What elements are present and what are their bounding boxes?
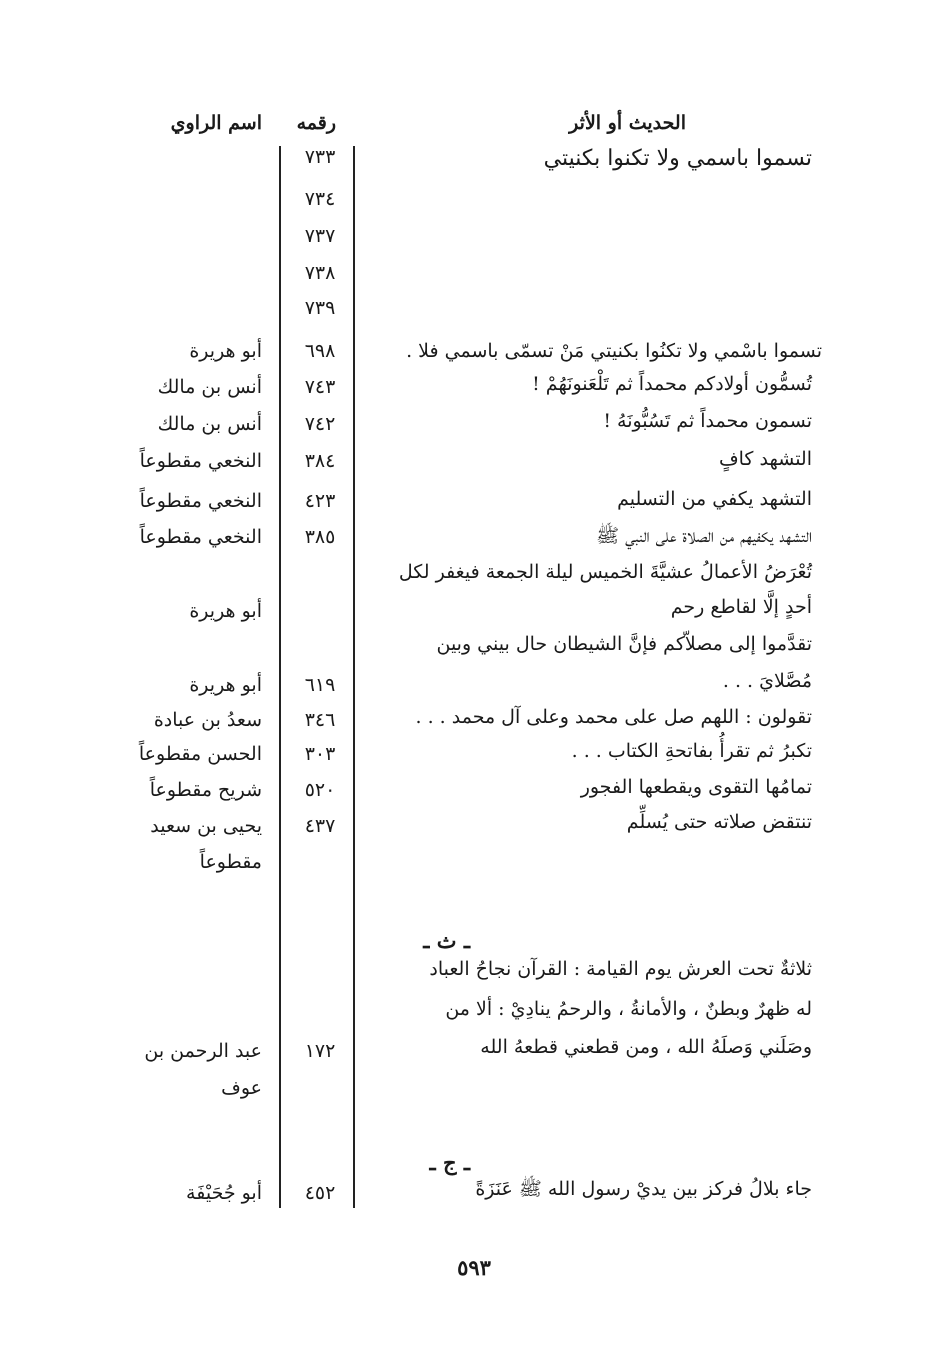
section-letter: ـ ث ـ [423,928,470,953]
narrator-name: عبد الرحمن بن [144,1040,262,1062]
hadith-number: ٤٣٧ [304,815,336,837]
hadith-text: التشهد يكفيهم من الصلاة على النبي ﷺ [596,525,812,547]
narrator-name: النخعي مقطوعاً [139,450,262,472]
hadith-number: ٦٩٨ [304,340,336,362]
narrator-name: أبو جُحَيْفَة [186,1182,262,1204]
hadith-number: ٣٨٤ [304,450,336,472]
narrator-name: عوف [221,1077,262,1099]
hadith-number: ٤٢٣ [304,490,336,512]
narrator-name: أبو هريرة [189,340,262,362]
narrator-name: النخعي مقطوعاً [139,526,262,548]
narrator-name: أبو هريرة [189,600,262,622]
hadith-number: ٧٤٢ [304,413,336,435]
hadith-text: تسموا باسمي ولا تكنوا بكنيتي [543,146,812,171]
hadith-text: ثلاثةٌ تحت العرش يوم القيامة : القرآن نجاحُ العباد [429,958,812,980]
column-header-number: رقمه [296,112,336,134]
narrator-name: أبو هريرة [189,674,262,696]
hadith-number: ٧٣٧ [304,225,336,247]
hadith-text: مُصَّلايَ . . . [722,670,812,692]
hadith-text: تسمون محمداً ثم تَسُبُّونَهُ ! [603,410,812,432]
hadith-text: تسموا باسْمي ولا تكنُوا بكنيتي مَنْ تسمّى باسمي فلا . [406,340,822,362]
hadith-number: ٧٣٣ [304,146,336,168]
hadith-number: ٣٨٥ [304,526,336,548]
column-divider-left [279,146,281,1208]
hadith-number: ٧٣٤ [304,188,336,210]
hadith-text: تنتقض صلاته حتى يُسلِّم [626,811,812,833]
hadith-text: تكبرُ ثم تقرأُ بفاتحةِ الكتاب . . . [571,740,812,762]
hadith-number: ٣٠٣ [304,743,336,765]
hadith-number: ٤٥٢ [304,1182,336,1204]
hadith-number: ٦١٩ [304,674,336,696]
hadith-number: ٥٢٠ [304,779,336,801]
hadith-text: وصَلَني وَصلَهُ الله ، ومن قطعني قطعهُ الله [480,1036,812,1058]
hadith-text: التشهد كافٍ [718,448,812,470]
hadith-text: جاء بلالُ فركز بين يديْ رسول الله ﷺ عَنَزَةً [475,1178,812,1200]
column-header-hadith: الحديث أو الأثر [569,112,686,134]
hadith-text: التشهد يكفي من التسليم [617,488,812,510]
column-header-narrator: اسم الراوي [170,112,262,134]
hadith-number: ٣٤٦ [304,709,336,731]
hadith-text: تُسمُّون أولادكم محمداً ثم تَلْعَنونَهُمْ ! [532,373,812,395]
hadith-text: تقدَّموا إلى مصلاّكم فإنَّ الشيطان حال بيني وبين [436,633,812,655]
hadith-text: تمامُها التقوى ويقطعها الفجور [580,776,812,798]
narrator-name: يحيى بن سعيد [150,815,262,837]
narrator-name: الحسن مقطوعاً [138,743,262,765]
narrator-name: النخعي مقطوعاً [139,490,262,512]
narrator-name: مقطوعاً [199,851,262,873]
hadith-text: تُعْرَضُ الأعمالُ عشيَّةَ الخميس ليلة الجمعة فيغفر لكل [398,561,812,583]
hadith-number: ٧٤٣ [304,376,336,398]
hadith-number: ٧٣٨ [304,262,336,284]
section-letter: ـ ج ـ [429,1150,470,1175]
narrator-name: شريح مقطوعاً [149,779,262,801]
narrator-name: أنس بن مالك [157,413,262,435]
narrator-name: أنس بن مالك [157,376,262,398]
hadith-number: ١٧٢ [304,1040,336,1062]
hadith-text: تقولون : اللهم صل على محمد وعلى آل محمد . . . [415,706,812,728]
column-divider-right [353,146,355,1208]
narrator-name: سعدُ بن عبادة [153,709,262,731]
hadith-text: له ظهرٌ وبطنٌ ، والأمانةُ ، والرحمُ ينادِيْ : ألا من [445,998,812,1020]
hadith-text: أحدٍ إلَّا لقاطع رحم [670,596,812,618]
page-number: ٥٩٣ [457,1255,491,1280]
hadith-number: ٧٣٩ [304,297,336,319]
